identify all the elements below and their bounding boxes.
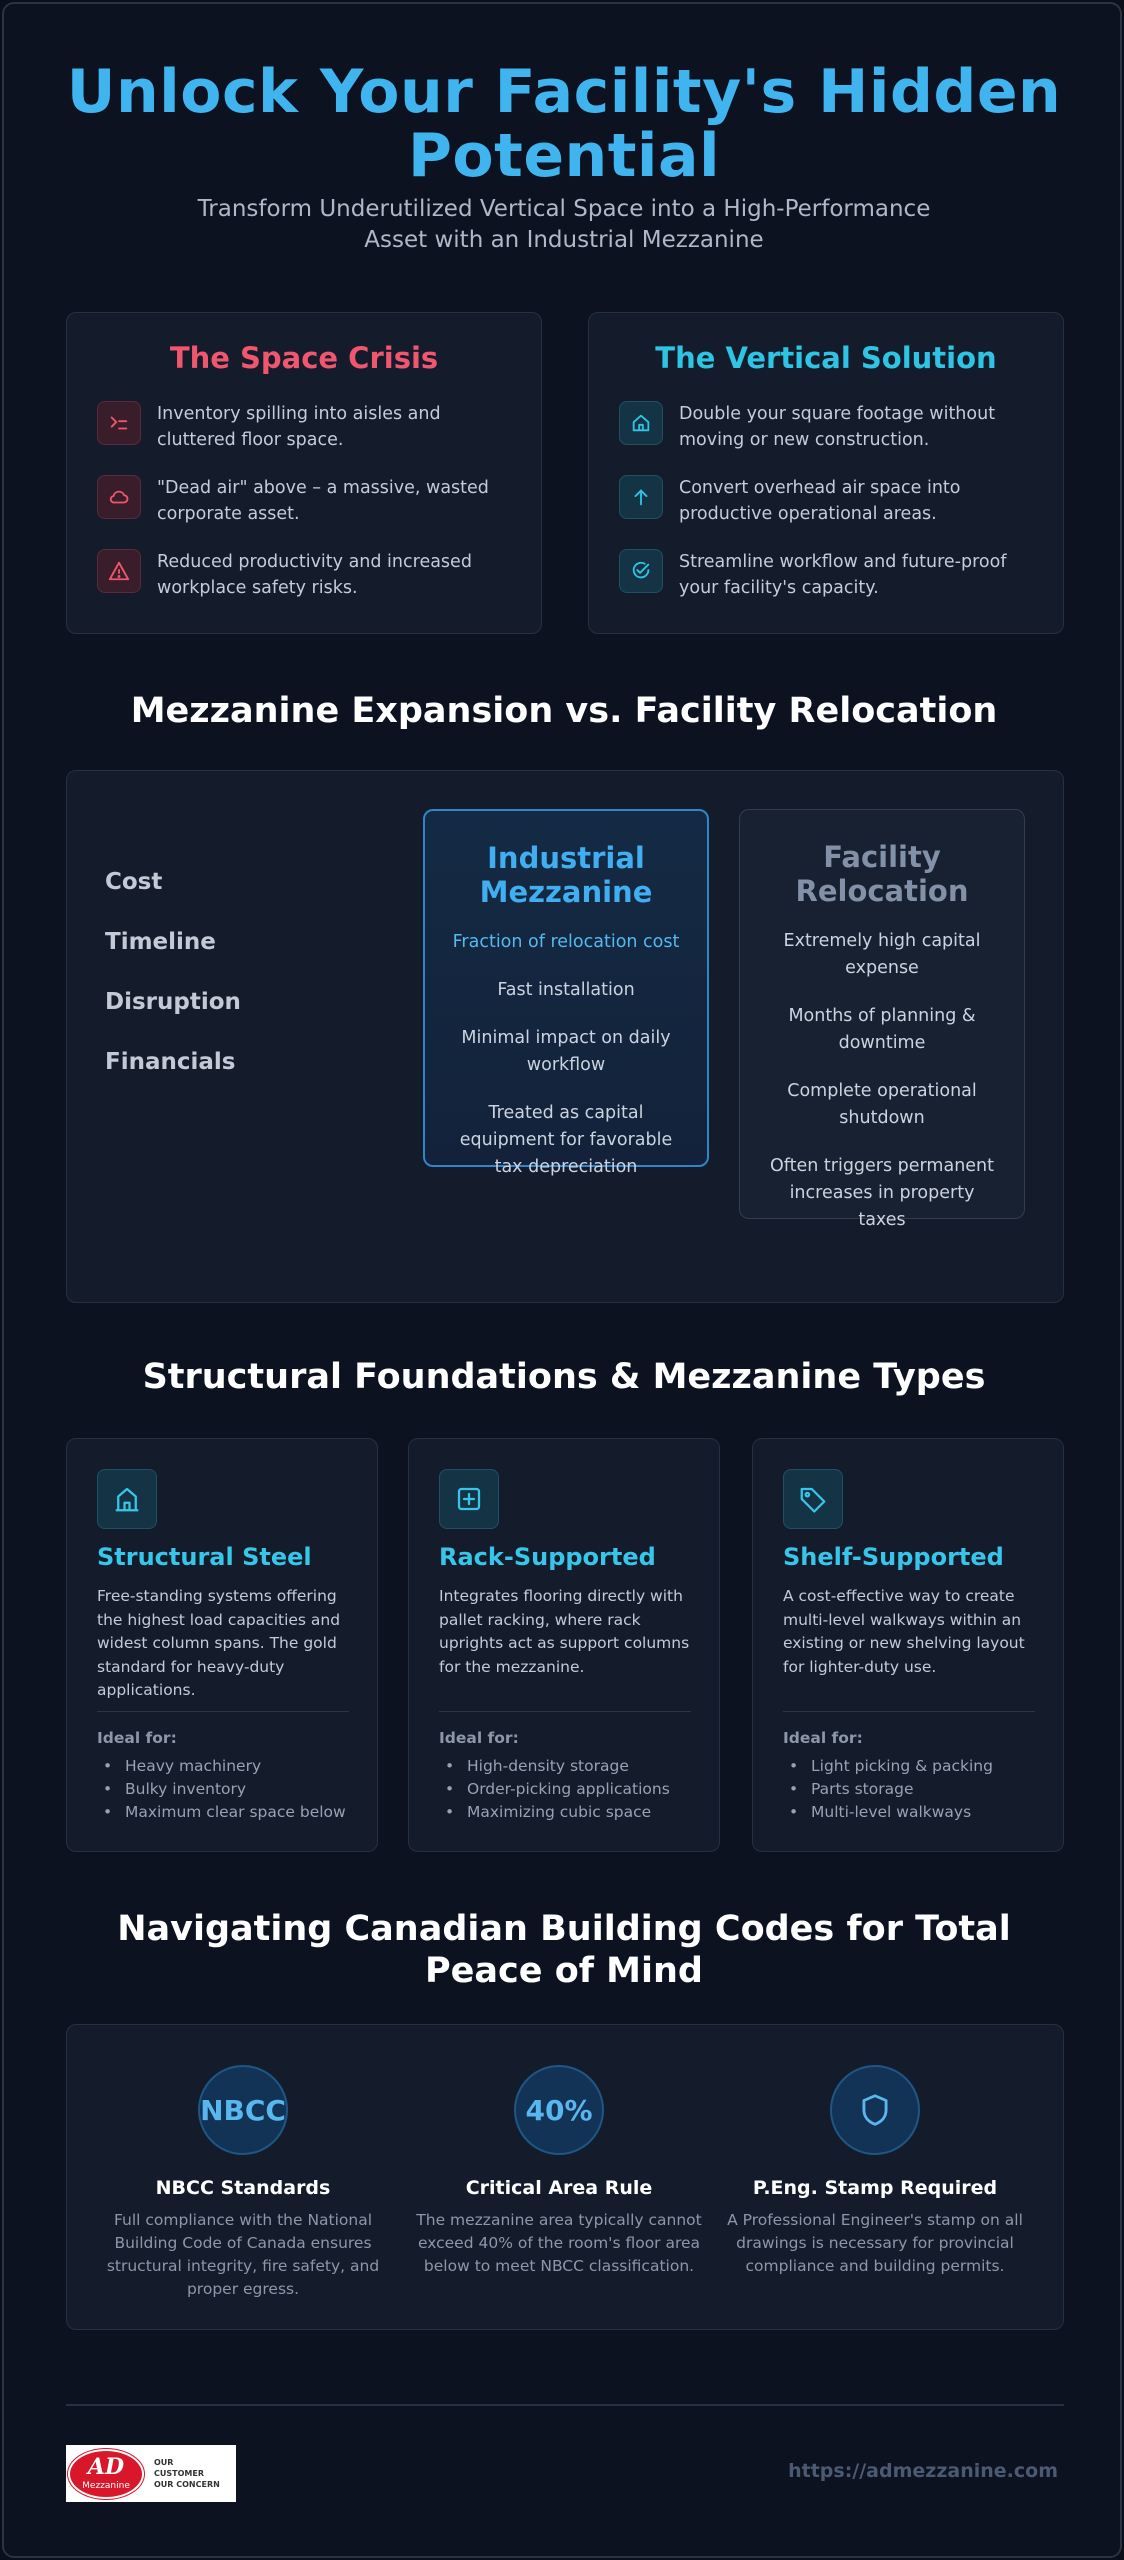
cloud-icon [97, 475, 141, 519]
solution-title: The Vertical Solution [655, 341, 997, 375]
ideal-for-label: Ideal for: [783, 1729, 863, 1747]
page-title: Unlock Your Facility's Hidden Potential [66, 57, 1062, 191]
code-title: NBCC Standards [155, 2177, 331, 2199]
relocation-cost: Extremely high capital expense [783, 931, 981, 978]
type-card-rack-supported [408, 1438, 720, 1852]
crisis-item: Reduced productivity and increased workplace safety risks. [97, 549, 511, 601]
list-item: • Light picking & packing [789, 1755, 993, 1778]
relocation-disruption: Complete operational shutdown [787, 1081, 977, 1128]
codes-title: Navigating Canadian Building Codes for Total Peace of Mind [117, 1909, 1011, 1991]
code-title: P.Eng. Stamp Required [752, 2177, 998, 2199]
divider [439, 1711, 691, 1712]
divider [783, 1711, 1035, 1712]
mezzanine-disruption: Minimal impact on daily workflow [461, 1028, 671, 1075]
company-logo [66, 2445, 236, 2502]
ideal-for-label: Ideal for: [97, 1729, 177, 1747]
building-codes-card [66, 2024, 1064, 2330]
mezzanine-timeline: Fast installation [497, 980, 635, 1000]
percent-badge: 40% [514, 2065, 604, 2155]
list-item: • Multi-level walkways [789, 1801, 993, 1824]
nbcc-badge: NBCC [198, 2065, 288, 2155]
home-icon [619, 401, 663, 445]
row-label-timeline: Timeline [105, 929, 216, 955]
solution-item: Convert overhead air space into productive operational areas. [619, 475, 1033, 527]
crisis-title: The Space Crisis [169, 341, 439, 375]
ideal-for-label: Ideal for: [439, 1729, 519, 1747]
types-title: Structural Foundations & Mezzanine Types [142, 1357, 986, 1397]
code-text: Full compliance with the National Building Code of Canada ensures structural integrity, fire safety, and proper egress. [106, 2211, 380, 2298]
crisis-item: Inventory spilling into aisles and cluttered floor space. [97, 401, 511, 453]
type-title: Rack-Supported [439, 1543, 656, 1571]
comparison-card [66, 770, 1064, 1303]
code-title: Critical Area Rule [465, 2177, 653, 2199]
ideal-for-list [789, 1755, 993, 1824]
tag-icon [783, 1469, 843, 1529]
comparison-title: Mezzanine Expansion vs. Facility Relocation [130, 691, 998, 731]
mezzanine-financials: Treated as capital equipment for favorable tax depreciation [459, 1103, 673, 1177]
website-link[interactable]: https://admezzanine.com [788, 2460, 1058, 2482]
row-label-cost: Cost [105, 869, 163, 895]
check-circle-icon [619, 549, 663, 593]
ideal-for-list [103, 1755, 346, 1824]
logo-tagline: OUR CUSTOMER OUR CONCERN [154, 2458, 220, 2489]
code-item-peng [725, 2065, 1025, 2278]
code-text: A Professional Engineer's stamp on all drawings is necessary for provincial compliance and building permits. [727, 2211, 1023, 2275]
solution-item: Streamline workflow and future-proof your facility's capacity. [619, 549, 1033, 601]
list-item: • Order-picking applications [445, 1778, 670, 1801]
plus-box-icon [439, 1469, 499, 1529]
type-card-structural-steel [66, 1438, 378, 1852]
type-title: Structural Steel [97, 1543, 312, 1571]
code-item-area-rule [409, 2065, 709, 2278]
relocation-timeline: Months of planning & downtime [788, 1006, 976, 1053]
mezzanine-cost: Fraction of relocation cost [452, 932, 680, 952]
row-label-financials: Financials [105, 1049, 236, 1075]
shield-icon [830, 2065, 920, 2155]
relocation-financials: Often triggers permanent increases in property taxes [769, 1156, 995, 1230]
ideal-for-list [445, 1755, 670, 1824]
row-label-disruption: Disruption [105, 989, 241, 1015]
relocation-option [739, 809, 1025, 1230]
list-item: • Bulky inventory [103, 1778, 346, 1801]
type-description: A cost-effective way to create multi-level walkways within an existing or new shelving layout for lighter-duty use. [783, 1587, 1025, 1676]
divider [97, 1711, 349, 1712]
infographic-page [2, 2, 1122, 2558]
stack-overflow-icon [97, 401, 141, 445]
warning-icon [97, 549, 141, 593]
relocation-option-title: Facility Relocation [795, 840, 969, 908]
footer-divider [66, 2404, 1064, 2406]
list-item: • High-density storage [445, 1755, 670, 1778]
type-description: Integrates flooring directly with pallet racking, where rack uprights act as support columns for the mezzanine. [439, 1587, 690, 1676]
crisis-item: "Dead air" above – a massive, wasted corporate asset. [97, 475, 511, 527]
list-item: • Maximum clear space below [103, 1801, 346, 1824]
type-card-shelf-supported [752, 1438, 1064, 1852]
list-item: • Parts storage [789, 1778, 993, 1801]
mezzanine-option [423, 809, 709, 1177]
page-subtitle: Transform Underutilized Vertical Space into a High-Performance Asset with an Industrial Mezzanine [197, 196, 931, 253]
mezzanine-option-title: Industrial Mezzanine [479, 841, 653, 909]
logo-mark: AD Mezzanine [68, 2449, 144, 2499]
type-title: Shelf-Supported [783, 1543, 1004, 1571]
list-item: • Maximizing cubic space [445, 1801, 670, 1824]
steel-structure-icon [97, 1469, 157, 1529]
vertical-solution-card [588, 312, 1064, 634]
solution-item: Double your square footage without moving or new construction. [619, 401, 1033, 453]
list-item: • Heavy machinery [103, 1755, 346, 1778]
code-item-nbcc [93, 2065, 393, 2301]
type-description: Free-standing systems offering the highest load capacities and widest column spans. The gold standard for heavy-duty applications. [97, 1587, 341, 1699]
code-text: The mezzanine area typically cannot exceed 40% of the room's floor area below to meet NBCC classification. [416, 2211, 702, 2275]
arrow-up-icon [619, 475, 663, 519]
space-crisis-card [66, 312, 542, 634]
